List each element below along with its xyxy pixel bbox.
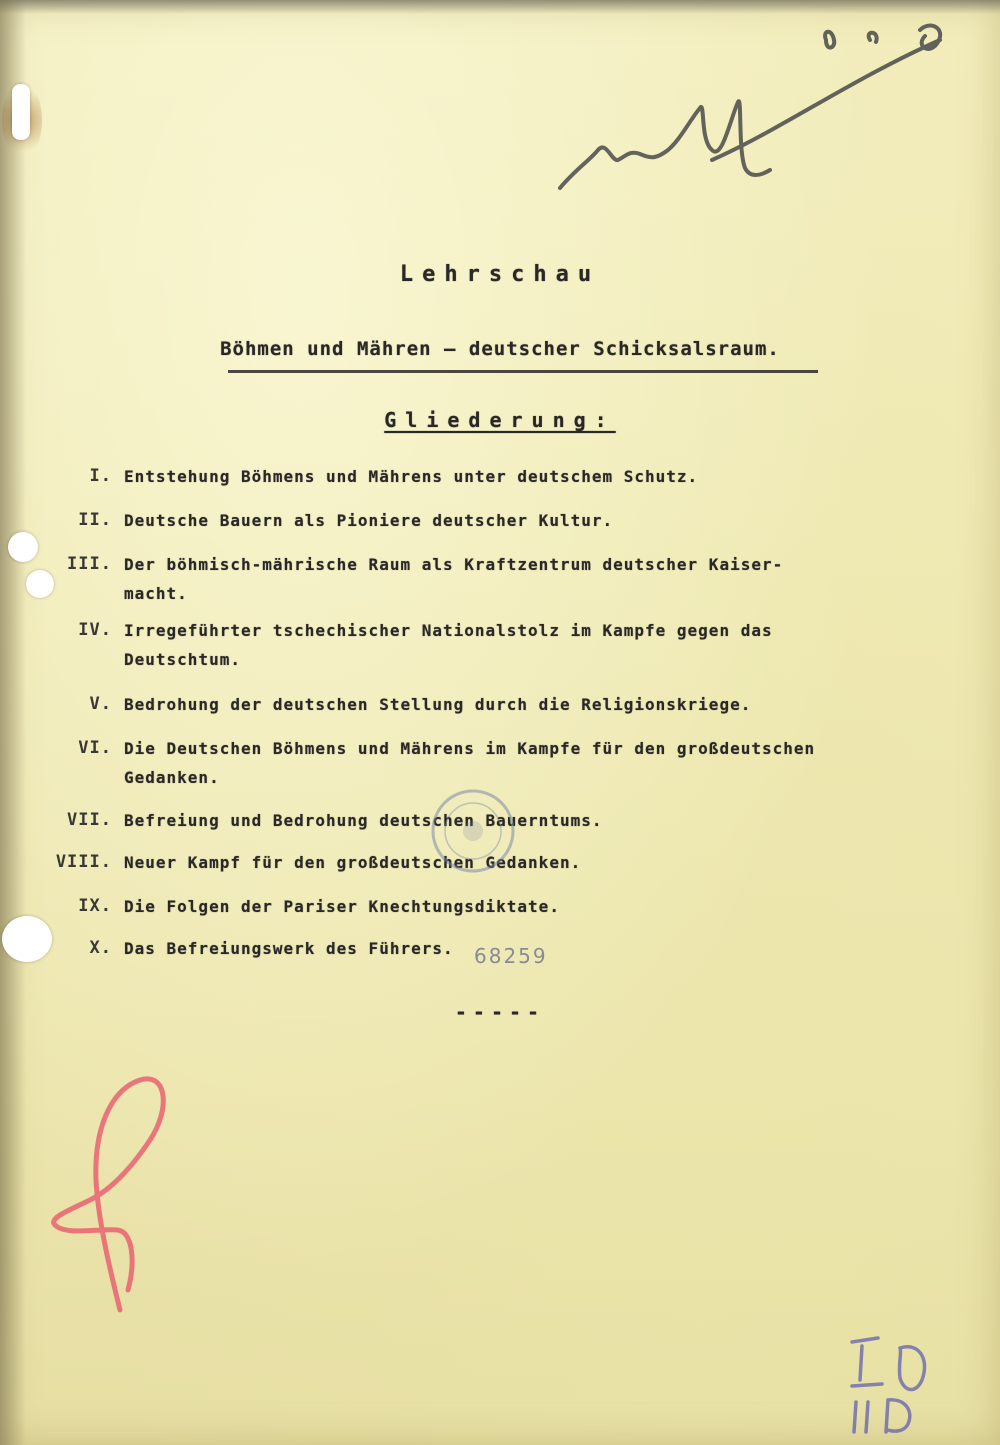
- item-number: V.: [89, 694, 112, 714]
- closing-line: -----: [454, 1000, 546, 1024]
- item-text: Irregeführter tschechischer Nationalstolz im Kampfe gegen das Deutschtum.: [124, 621, 773, 669]
- archive-stamp-icon: [428, 786, 518, 876]
- item-number: I.: [89, 466, 112, 486]
- outline-heading: Gliederung:: [384, 408, 616, 432]
- item-text: Befreiung und Bedrohung deutschen Bauerntums.: [124, 811, 603, 830]
- document-subtitle: Böhmen und Mähren — deutscher Schicksalsraum.: [220, 338, 780, 360]
- item-number: IX.: [78, 896, 112, 916]
- item-number: IV.: [78, 620, 112, 640]
- item-text: Die Deutschen Böhmens und Mährens im Kampfe für den großdeutschen Gedanken.: [124, 739, 816, 787]
- punch-hole-icon: [26, 570, 54, 598]
- item-number: VIII.: [55, 852, 112, 872]
- item-text: Der böhmisch-mährische Raum als Kraftzentrum deutscher Kaiser- macht.: [124, 555, 784, 603]
- blue-register-mark-icon: [838, 1328, 948, 1438]
- item-text: Deutsche Bauern als Pioniere deutscher Kultur.: [124, 511, 614, 530]
- document-title: Lehrschau: [399, 262, 601, 287]
- archive-number: 68259: [474, 944, 548, 968]
- item-number: X.: [89, 938, 112, 958]
- subtitle-underline: [228, 370, 818, 373]
- item-number: VII.: [67, 810, 112, 830]
- item-text: Neuer Kampf für den großdeutschen Gedanken.: [124, 853, 582, 872]
- item-text: Entstehung Böhmens und Mährens unter deutschem Schutz.: [124, 467, 699, 486]
- top-fold-shadow: [0, 0, 1000, 14]
- item-number: III.: [67, 554, 112, 574]
- item-number: II.: [78, 510, 112, 530]
- item-number: VI.: [78, 738, 112, 758]
- punch-hole-icon: [12, 84, 30, 140]
- item-text: Das Befreiungswerk des Führers.: [124, 939, 454, 958]
- item-text: Die Folgen der Pariser Knechtungsdiktate.: [124, 897, 560, 916]
- item-text: Bedrohung der deutschen Stellung durch die Religionskriege.: [124, 695, 752, 714]
- left-edge-shadow: [0, 0, 26, 1445]
